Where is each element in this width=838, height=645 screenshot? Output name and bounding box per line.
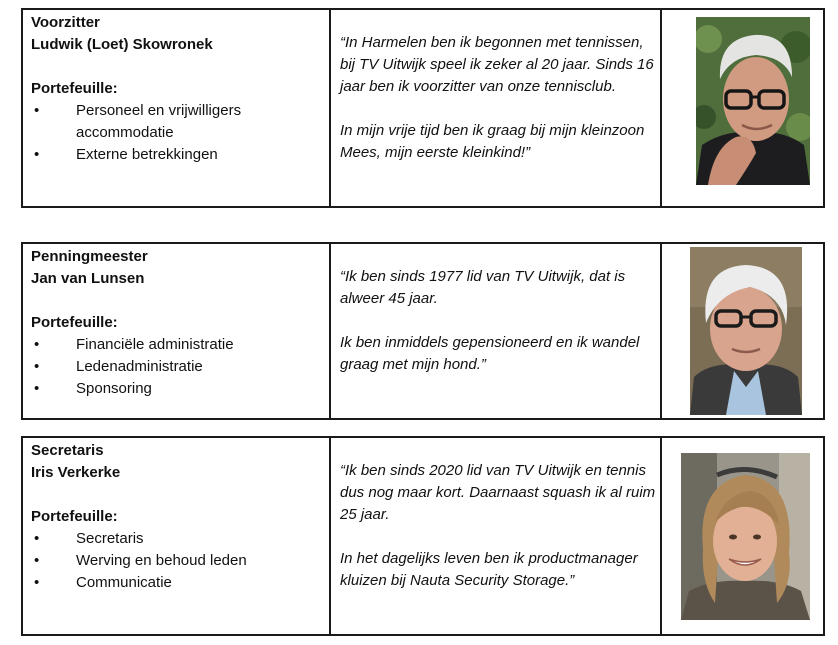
- portrait-1-svg: [696, 17, 810, 185]
- member-name: Ludwik (Loet) Skowronek: [31, 36, 213, 53]
- member-info-cell: [23, 10, 329, 206]
- portfolio-item-label: Personeel en vrijwilligers accommodatie: [76, 102, 242, 141]
- bullet-icon: •: [34, 574, 40, 591]
- portfolio-item-label: Ledenadministratie: [76, 358, 203, 375]
- portfolio-list: [31, 528, 329, 594]
- portfolio-label: Portefeuille:: [31, 80, 118, 97]
- bullet-icon: •: [34, 336, 40, 353]
- portfolio-item-label: Sponsoring: [76, 380, 152, 397]
- quote-paragraph: “In Harmelen ben ik begonnen met tennissen, bij TV Uitwijk speel ik zeker al 20 jaar. Sinds 16 jaar ben ik voorzitter van onze tennisclub.: [340, 34, 654, 95]
- member-info-cell: [23, 244, 329, 418]
- member-card-penningmeester: [21, 242, 825, 420]
- portfolio-list: [31, 334, 329, 400]
- portfolio-item: [31, 144, 311, 166]
- bullet-icon: •: [34, 380, 40, 397]
- portfolio-item-label: Secretaris: [76, 530, 144, 547]
- bullet-icon: •: [34, 146, 40, 163]
- member-role: Voorzitter: [31, 14, 100, 31]
- portfolio-item: [31, 572, 311, 594]
- bullet-icon: •: [34, 530, 40, 547]
- member-photo: [681, 453, 810, 620]
- member-role: Secretaris: [31, 442, 104, 459]
- member-card-secretaris: [21, 436, 825, 636]
- bullet-icon: •: [34, 358, 40, 375]
- bullet-icon: •: [34, 552, 40, 569]
- portfolio-label: Portefeuille:: [31, 508, 118, 525]
- portfolio-item: [31, 334, 311, 356]
- portfolio-item: [31, 356, 311, 378]
- quote-paragraph: In mijn vrije tijd ben ik graag bij mijn kleinzoon Mees, mijn eerste kleinkind!”: [340, 122, 645, 161]
- quote-paragraph: “Ik ben sinds 2020 lid van TV Uitwijk en tennis dus nog maar kort. Daarnaast squash ik al ruim 25 jaar.: [340, 462, 656, 523]
- quote-paragraph: Ik ben inmiddels gepensioneerd en ik wandel graag met mijn hond.”: [340, 334, 640, 373]
- portfolio-label: Portefeuille:: [31, 314, 118, 331]
- portfolio-item-label: Financiële administratie: [76, 336, 234, 353]
- portfolio-item: [31, 528, 311, 550]
- bullet-icon: •: [34, 102, 40, 119]
- portfolio-item-label: Werving en behoud leden: [76, 552, 247, 569]
- member-info-cell: [23, 438, 329, 634]
- quote-paragraph: “Ik ben sinds 1977 lid van TV Uitwijk, dat is alweer 45 jaar.: [340, 268, 626, 307]
- member-photo: [696, 17, 810, 185]
- member-photo-cell: [660, 244, 823, 418]
- portfolio-item: [31, 378, 311, 400]
- portfolio-item: [31, 550, 311, 572]
- member-photo: [690, 247, 802, 415]
- portfolio-list: [31, 100, 329, 166]
- member-name: Iris Verkerke: [31, 464, 121, 481]
- member-quote-cell: [329, 10, 660, 206]
- member-name: Jan van Lunsen: [31, 270, 145, 287]
- member-photo-cell: [660, 10, 823, 206]
- member-photo-cell: [660, 438, 823, 634]
- member-quote-cell: [329, 244, 660, 418]
- portrait-2-svg: [690, 247, 802, 415]
- portfolio-item-label: Communicatie: [76, 574, 172, 591]
- portfolio-item-label: Externe betrekkingen: [76, 146, 218, 163]
- member-role: Penningmeester: [31, 248, 148, 265]
- member-quote-cell: [329, 438, 660, 634]
- member-card-voorzitter: [21, 8, 825, 208]
- quote-paragraph: In het dagelijks leven ben ik productmanager kluizen bij Nauta Security Storage.”: [340, 550, 638, 589]
- portfolio-item: [31, 100, 311, 144]
- portrait-3-svg: [681, 453, 810, 620]
